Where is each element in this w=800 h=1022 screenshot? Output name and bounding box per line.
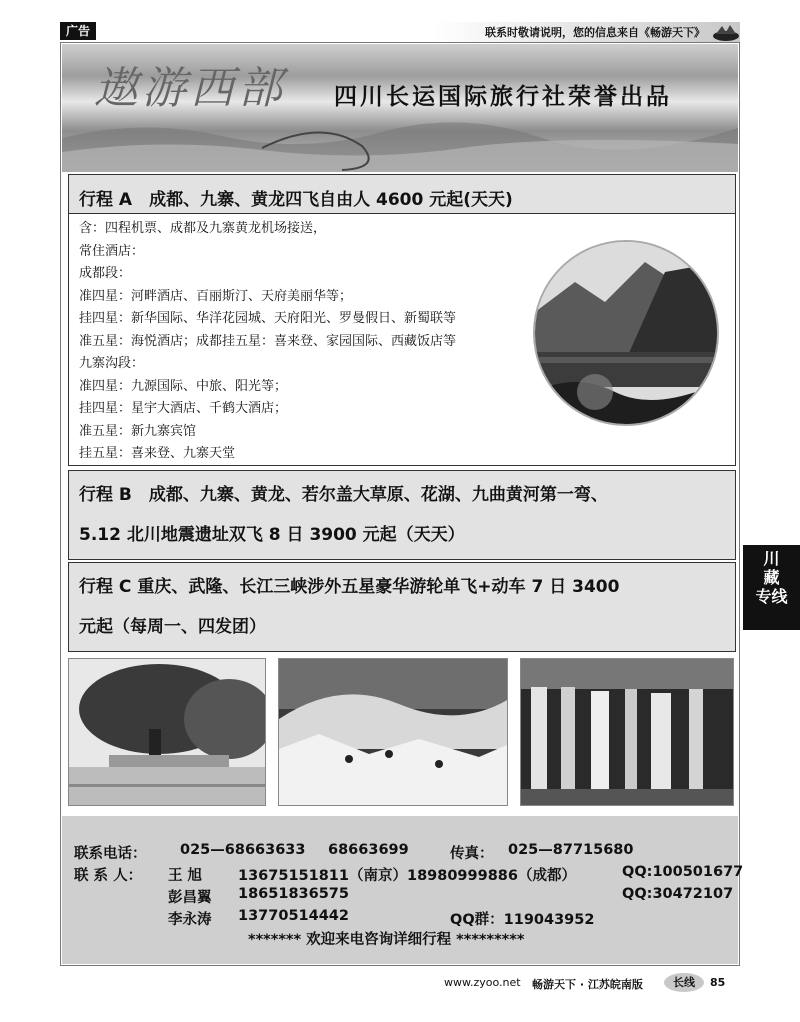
itinerary-c-line2: 元起（每周一、四发团） (79, 617, 266, 637)
snow-mountain-photo (278, 658, 508, 806)
contact-phone-3: 13770514442 (238, 908, 349, 924)
header-note: 联系时敬请说明，您的信息来自《畅游天下》 (485, 26, 705, 39)
itinerary-a-line: 常住酒店： (79, 243, 145, 259)
itinerary-a-line: 准四星：九源国际、中旅、阳光等； (79, 378, 288, 394)
contact-person-label: 联 系 人： (74, 868, 143, 884)
page-number: 85 (710, 976, 726, 989)
contact-phone-1: 13675151811（南京）18980999886（成都） (238, 868, 576, 884)
side-tab (743, 545, 800, 630)
itinerary-c (68, 562, 736, 652)
waterfall-photo (520, 658, 734, 806)
itinerary-a-heading: 行程 A 成都、九寨、黄龙四飞自由人 4600 元起(天天) (68, 174, 736, 214)
side-tab-line: 藏 (763, 568, 780, 587)
banner-subtitle: 四川长运国际旅行社荣誉出品 (334, 84, 672, 110)
itinerary-a-line: 挂四星：星宇大酒店、千鹤大酒店； (79, 401, 288, 416)
footer-url: www.zyoo.net (444, 976, 521, 989)
side-tab-line: 专线 (755, 587, 788, 606)
contact-name-1: 王 旭 (168, 868, 203, 884)
welcome-note: ******* 欢迎来电咨询详细行程 ********* (248, 932, 525, 948)
ad-label: 广告 (60, 22, 96, 40)
lake-photo (533, 240, 719, 426)
itinerary-a-line: 准五星：海悦酒店；成都挂五星：喜来登、家园国际、西藏饭店等 (79, 333, 457, 349)
contact-name-3: 李永涛 (168, 912, 212, 928)
cloud-sea-image (62, 108, 738, 172)
publication-logo-icon (712, 22, 740, 42)
contact-name-2: 彭昌翼 (168, 890, 212, 906)
tree-lake-photo (68, 658, 266, 806)
footer-section-badge: 长线 (664, 973, 704, 992)
footer-publication: 畅游天下 · 江苏皖南版 (532, 978, 643, 991)
fax-label: 传真： (450, 846, 494, 862)
contact-phone-2: 18651836575 (238, 886, 349, 902)
itinerary-a-line: 准五星：新九寨宾馆 (79, 423, 197, 439)
fax-number: 025—87715680 (508, 842, 634, 858)
itinerary-a-line: 含：四程机票、成都及九寨黄龙机场接送， (79, 221, 327, 236)
itinerary-b-line1: 行程 B 成都、九寨、黄龙、若尔盖大草原、花湖、九曲黄河第一弯、 (79, 485, 608, 505)
banner (62, 44, 738, 172)
qq-group: QQ群：119043952 (450, 912, 595, 928)
phone-label: 联系电话： (74, 846, 147, 862)
itinerary-a-line: 成都段： (79, 266, 132, 281)
itinerary-a-line: 九寨沟段： (79, 356, 145, 371)
itinerary-a-line: 挂四星：新华国际、华洋花园城、天府阳光、罗曼假日、新蜀联等 (79, 311, 457, 326)
itinerary-b (68, 470, 736, 560)
side-tab-line: 川 (763, 549, 780, 568)
contact-block (62, 816, 744, 964)
contact-qq-2: QQ:30472107 (622, 886, 734, 902)
itinerary-c-line1: 行程 C 重庆、武隆、长江三峡涉外五星豪华游轮单飞+动车 7 日 3400 (79, 577, 620, 597)
phone-number-2: 68663699 (328, 842, 409, 858)
phone-number-1: 025—68663633 (180, 842, 306, 858)
contact-qq-1: QQ:100501677 (622, 864, 744, 880)
banner-title: 遨游西部 (94, 63, 286, 114)
itinerary-b-line2: 5.12 北川地震遗址双飞 8 日 3900 元起（天天） (79, 525, 465, 545)
itinerary-a-line: 准四星：河畔酒店、百丽斯汀、天府美丽华等； (79, 288, 353, 304)
itinerary-a-line: 挂五星：喜来登、九寨天堂 (79, 446, 236, 461)
